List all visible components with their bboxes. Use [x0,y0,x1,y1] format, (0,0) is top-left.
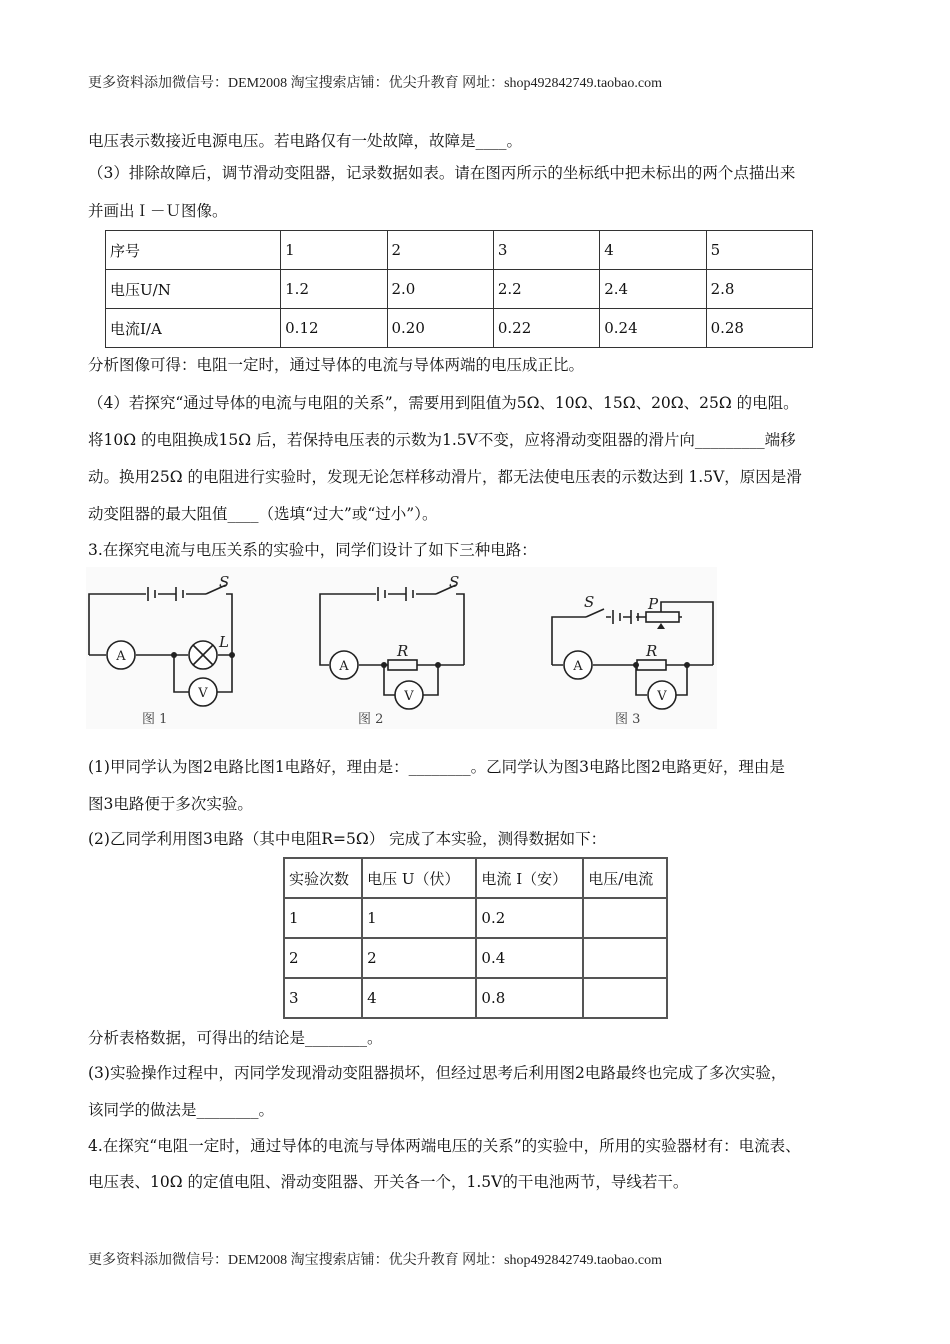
text-line: （4）若探究“通过导体的电流与电阻的关系”，需要用到阻值为5Ω、10Ω、15Ω、20Ω、25Ω 的电阻。 [88,394,799,412]
table-cell [583,938,667,978]
table-row [106,309,813,348]
table-cell: 3 [284,978,362,1018]
table-cell: 电流 I（安） [476,858,583,898]
voltmeter-label: V [657,689,667,704]
text-line: 该同学的做法是________。 [88,1101,275,1119]
table-cell: 0.24 [600,309,706,348]
switch-label: S [219,573,230,591]
table-cell: 0.22 [493,309,599,348]
table-cell: 0.2 [476,898,583,938]
text-line: 图3电路便于多次实验。 [88,795,253,813]
table-cell: 电压/电流 [583,858,667,898]
table-cell: 0.8 [476,978,583,1018]
table-cell: 4 [600,231,706,270]
text-line: 分析图像可得：电阻一定时，通过导体的电流与导体两端的电压成正比。 [88,356,585,374]
text-line: (3)实验操作过程中，丙同学发现滑动变阻器损坏，但经过思考后利用图2电路最终也完成了多次实验， [88,1064,787,1082]
text-line: (2)乙同学利用图3电路（其中电阻R=5Ω） 完成了本实验，测得数据如下： [88,830,607,848]
table-cell: 序号 [106,231,281,270]
voltmeter-label: V [404,689,414,704]
circuit-figure-3 [552,602,713,695]
table-cell: 5 [706,231,812,270]
text-line: 并画出Ｉ－Ｕ图像。 [88,202,228,220]
circuit-diagrams [86,567,717,729]
table-cell: 2 [362,938,476,978]
figure-caption: 图 1 [142,712,168,727]
table-cell: 1 [281,231,387,270]
table-cell: 0.4 [476,938,583,978]
table-cell: 实验次数 [284,858,362,898]
table-cell: 2.2 [493,270,599,309]
ammeter-label: A [339,659,349,674]
figure-caption: 图 2 [358,712,384,727]
ammeter-label: A [116,649,126,664]
table-cell: 2 [387,231,493,270]
table-cell: 电压 U（伏） [362,858,476,898]
table-row [284,978,667,1018]
table-row [284,898,667,938]
table-cell: 2.4 [600,270,706,309]
resistor-label: R [397,642,409,660]
ammeter-label: A [573,659,583,674]
slider-label: P [648,595,659,613]
data-table-experiment [283,857,668,1019]
data-table-voltage-current [105,230,813,348]
table-row [284,938,667,978]
table-row [284,858,667,898]
table-row [106,231,813,270]
text-line: (1)甲同学认为图2电路比图1电路好，理由是：________。乙同学认为图3电路比图2电路更好，理由是 [88,758,785,776]
switch-label: S [584,593,595,611]
table-cell: 1.2 [281,270,387,309]
table-cell: 2 [284,938,362,978]
resistor-label: R [646,642,658,660]
table-cell: 2.0 [387,270,493,309]
text-line: 分析表格数据，可得出的结论是________。 [88,1029,383,1047]
page-footer: 更多资料添加微信号：DEM2008 淘宝搜索店铺：优尖升教育 网址：shop492842749.taobao.com [88,1253,662,1268]
table-cell [583,898,667,938]
table-cell: 3 [493,231,599,270]
text-line: 4.在探究“电阻一定时，通过导体的电流与导体两端电压的关系”的实验中，所用的实验器材有：电流表、 [88,1137,801,1155]
lamp-label: L [219,633,229,651]
table-cell: 2.8 [706,270,812,309]
switch-label: S [449,573,460,591]
figure-caption: 图 3 [615,712,641,727]
table-cell: 电流I/A [106,309,281,348]
text-line: 将10Ω 的电阻换成15Ω 后，若保持电压表的示数为1.5V不变，应将滑动变阻器的滑片向_________端移 [88,431,796,449]
table-cell: 0.12 [281,309,387,348]
circuit-figure-1 [89,585,232,692]
text-line: 动变阻器的最大阻值____（选填“过大”或“过小”）。 [88,505,438,523]
table-row [106,270,813,309]
page-header: 更多资料添加微信号：DEM2008 淘宝搜索店铺：优尖升教育 网址：shop492842749.taobao.com [88,76,662,91]
table-cell: 1 [284,898,362,938]
text-line: 动。换用25Ω 的电阻进行实验时，发现无论怎样移动滑片，都无法使电压表的示数达到 1.5V，原因是滑 [88,468,802,486]
table-cell: 0.20 [387,309,493,348]
table-cell: 0.28 [706,309,812,348]
text-line: 3.在探究电流与电压关系的实验中，同学们设计了如下三种电路： [88,541,537,559]
table-cell: 1 [362,898,476,938]
table-cell [583,978,667,1018]
text-line: （3）排除故障后，调节滑动变阻器，记录数据如表。请在图丙所示的坐标纸中把未标出的两个点描出来 [88,164,796,182]
voltmeter-label: V [198,686,208,701]
text-line: 电压表示数接近电源电压。若电路仅有一处故障，故障是____。 [88,132,523,150]
table-cell: 4 [362,978,476,1018]
text-line: 电压表、10Ω 的定值电阻、滑动变阻器、开关各一个，1.5V的干电池两节，导线若干。 [88,1173,689,1191]
table-cell: 电压U/N [106,270,281,309]
